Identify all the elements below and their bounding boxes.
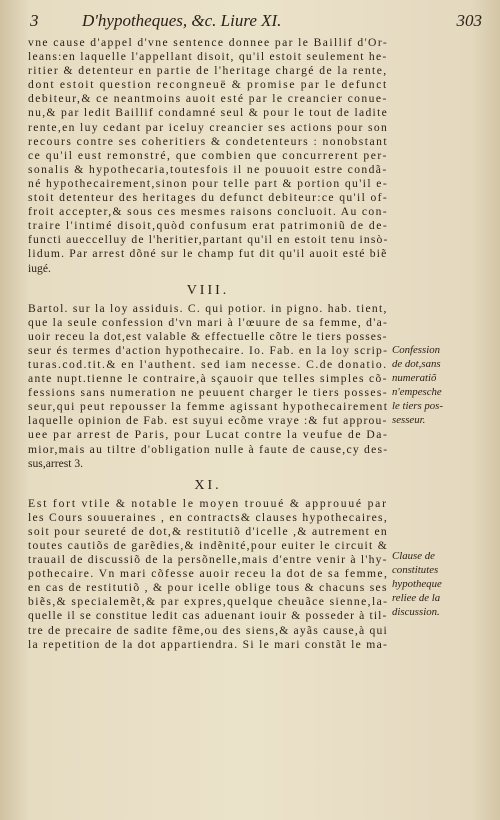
text-line: en cas de restitutiõ , & pour icelle oblige tous & chacuns ses <box>28 581 388 595</box>
text-line: stoit detenteur des heritages du defunct debiteur:ce qu'il of- <box>28 191 388 205</box>
margin-note-line: n'empesche <box>392 386 442 398</box>
text-line: que la seule confession d'vn mari à l'œuure de sa femme, d'a- <box>28 315 388 329</box>
margin-note-clause <box>392 549 484 619</box>
section-heading-xi: XI. <box>194 477 222 493</box>
header-left-number: 3 <box>30 11 39 30</box>
text-line: soit pour seureté de dot,& restitutiõ d'icelle ,& autrement en <box>28 524 388 538</box>
text-line: lidum. Par arrest dõné sur le champ fut dit qu'il auoit esté biẽ <box>28 247 388 261</box>
margin-note-line: de dot,sans <box>392 358 441 370</box>
text-line: iugé. <box>28 261 51 275</box>
text-line: les Cours souueraines , en contracts& clauses hypothecaires, <box>28 510 388 524</box>
text-line: fessions sans numeration ne peuuent charger le tiers posses- <box>28 386 388 400</box>
text-line: laquelle opinion de Fab. est suyui ecõme vraye :& fut approu- <box>28 414 388 428</box>
margin-note-line: reliee de la <box>392 592 441 604</box>
text-line: Est fort vtile & notable le moyen trouué & approuué par <box>28 496 388 510</box>
text-line: rente,en luy cedant par iceluy creancier ses actions pour son <box>28 120 388 134</box>
text-line: trauail de discussiõ de la persõnelle,mais d'entre venir à l'hy- <box>28 553 388 567</box>
text-line: seur és termes d'action hypothecaire. Io. Fab. en la loy scrip- <box>28 343 388 357</box>
text-line: debiteur,& ce neantmoins auoit esté par le creancier conue- <box>28 92 388 106</box>
margin-note-confession <box>392 343 484 427</box>
text-line: ante nupt.tienne le contraire,à sçauoir que telles simples cõ- <box>28 372 388 386</box>
text-line: sus,arrest 3. <box>28 456 84 470</box>
text-line: traire l'intimé disoit,quòd confusum erat patrimoniũ de de- <box>28 219 388 233</box>
text-line: né hypothecairement,sinon pour telle part & portion qu'il e- <box>28 176 388 190</box>
running-header <box>30 8 482 34</box>
text-line: ritier & detenteur en partie de l'heritage chargé de la rente, <box>28 64 388 78</box>
text-line: seur,qui peut repousser la femme agissant hypothecairement <box>28 400 388 414</box>
page-number: 303 <box>456 11 482 30</box>
margin-note-line: Clause de <box>392 550 435 562</box>
paragraph-2 <box>28 302 388 471</box>
text-line: froit accepter,& sous ces mesmes raisons concluoit. Au con- <box>28 205 388 219</box>
text-line: biẽs,& specialemẽt,& par expres,quelque cheuãce sienne,la- <box>28 595 388 609</box>
section-heading-viii: VIII. <box>186 282 230 298</box>
text-line: dont estoit question recongneuë & promise par le defunct <box>28 78 388 92</box>
text-line: tre de precaire de sadite fẽme,ou des siens,& ayãs cause,à qui <box>28 623 388 637</box>
text-line: pothecaire. Vn mari cõfesse auoir receu la dot de sa femme, <box>28 567 388 581</box>
text-line: ce qu'il eust remonstré, que combien que concurrerent per- <box>28 148 388 162</box>
text-line: uee par arrest de Paris, pour Lucat contre la veufue de Da- <box>28 428 388 442</box>
text-line: nu,& par ledit Baillif condamné seul & pour le tout de ladite <box>28 106 388 120</box>
margin-note-line: hypotheque <box>392 578 442 590</box>
text-line: toutes cautiõs de garẽdies,& indẽnité,pour euiter le circuit & <box>28 539 388 552</box>
text-line: leans:en laquelle l'appellant disoit, qu'il estoit seulement he- <box>28 50 388 64</box>
header-title: D'hypotheques, &c. Liure XI. <box>82 11 282 30</box>
margin-note-line: le tiers pos- <box>392 400 443 412</box>
text-line: sonalis & hypothecaria,toutesfois il ne pouuoit estre condã- <box>28 162 388 176</box>
paragraph-3 <box>28 497 388 652</box>
page-body <box>28 36 388 652</box>
text-line: turas.cod.tit.& en l'authent. sed iam necesse. C.de donatio. <box>28 357 388 371</box>
margin-note-line: numeratiõ <box>392 372 437 384</box>
text-line: functi aueccelluy de l'heritier,partant qu'il en estoit tenu insò- <box>28 233 388 247</box>
text-line: Bartol. sur la loy assiduis. C. qui potior. in pigno. hab. tient, <box>28 301 388 315</box>
text-line: uoir receu la dot,est valable & effectuelle cõtre le tiers posses- <box>28 329 388 343</box>
margin-note-line: constitutes <box>392 564 439 576</box>
text-line: quelle il se constitue ledit cas aduenant iouir & posseder à til- <box>28 609 388 623</box>
margin-note-line: sesseur. <box>392 414 426 426</box>
margin-note-line: discussion. <box>392 606 440 618</box>
text-line: vne cause d'appel d'vne sentence donnee par le Baillif d'Or- <box>28 36 388 49</box>
paragraph-1 <box>28 36 388 276</box>
text-line: recours contre ses coheritiers & condetenteurs : nonobstant <box>28 134 388 148</box>
margin-note-line: Confession <box>392 344 440 356</box>
text-line: mior,mais au tiltre d'obligation nulle à faute de cause,cy des- <box>28 442 388 456</box>
text-line: la repetition de la dot appartiendra. Si le mari constãt le ma- <box>28 637 388 651</box>
